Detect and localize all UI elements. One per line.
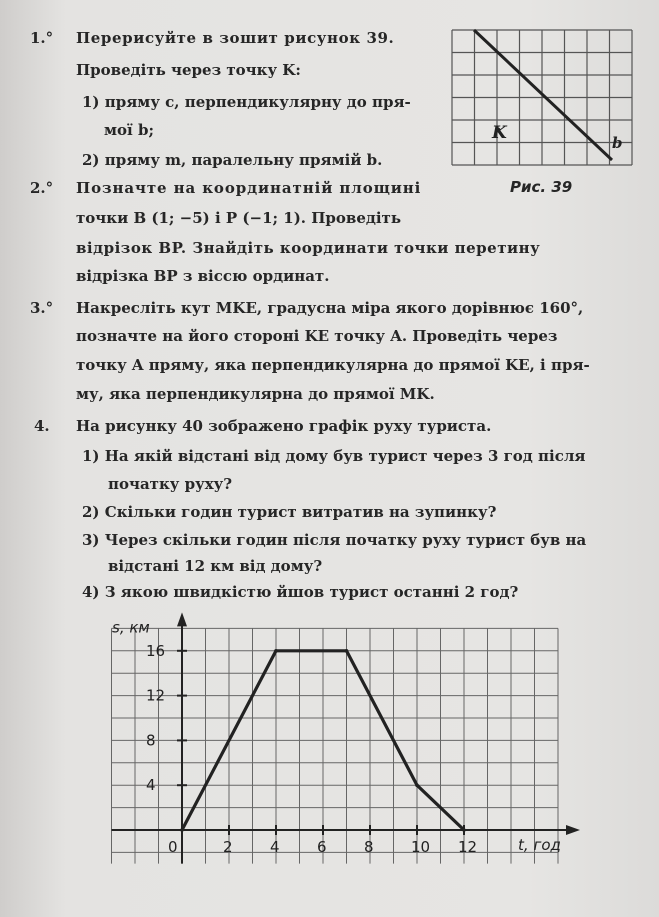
problem-1-line-5: 2) пряму m, паралельну прямій b.: [82, 151, 383, 169]
problem-4-line-6: відстані 12 км від дому?: [108, 557, 323, 575]
problem-4-number: 4.: [34, 417, 50, 435]
problem-2-line-3: відрізок BP. Знайдіть координати точки перетину: [76, 239, 541, 257]
x-tick-label: 12: [458, 838, 478, 856]
problem-3-line-2: позначте на його стороні KE точку A. Проведіть через: [76, 327, 558, 345]
problem-2-number: 2.°: [30, 179, 54, 197]
problem-4-line-4: 2) Скільки годин турист витратив на зупинку?: [82, 503, 497, 521]
problem-4-line-2: 1) На якій відстані від дому був турист через 3 год після: [82, 447, 586, 465]
problem-1-line-1: Перерисуйте в зошит рисунок 39.: [76, 29, 395, 47]
point-k-label: K: [492, 123, 507, 143]
data-point: [274, 649, 278, 653]
y-tick-label: 4: [146, 776, 156, 795]
x-tick-label: 2: [223, 838, 233, 856]
problem-3-line-1: Накресліть кут MKE, градусна міра якого дорівнює 160°,: [76, 299, 584, 317]
x-tick-label: 4: [270, 838, 280, 856]
x-axis-arrow: [566, 825, 580, 835]
figure-39-grid: [452, 30, 632, 165]
y-tick-label: 12: [146, 686, 166, 705]
problem-2-line-2: точки B (1; −5) і P (−1; 1). Проведіть: [76, 209, 402, 227]
data-point: [415, 783, 419, 787]
problem-4-line-7: 4) З якою швидкістю йшов турист останні 2 год?: [82, 583, 519, 601]
problem-2-line-1: Позначте на координатній площині: [76, 179, 422, 197]
data-point: [462, 828, 466, 832]
x-tick-label: 0: [168, 838, 178, 856]
y-axis-arrow: [177, 612, 187, 626]
data-point: [345, 649, 349, 653]
figure-40-chart: [110, 610, 590, 890]
x-tick-label: 8: [364, 838, 374, 856]
y-tick-label: 8: [146, 731, 156, 750]
x-tick-label: 6: [317, 838, 327, 856]
figure-39: [452, 30, 642, 170]
x-tick-label: 10: [411, 838, 431, 856]
line-b-label: b: [612, 134, 623, 152]
data-point: [180, 828, 184, 832]
problem-3-line-3: точку A пряму, яка перпендикулярна до прямої KE, і пря-: [76, 356, 590, 374]
problem-3-number: 3.°: [30, 299, 54, 317]
figure-39-caption: Рис. 39: [510, 178, 573, 196]
problem-1-number: 1.°: [30, 29, 54, 47]
problem-2-line-4: відрізка BP з віссю ординат.: [76, 267, 330, 285]
problem-1-line-4: мої b;: [104, 121, 154, 139]
problem-1-line-3: 1) пряму c, перпендикулярну до пря-: [82, 93, 411, 111]
x-axis-label: t, год: [518, 836, 561, 854]
y-tick-label: 16: [146, 641, 166, 660]
problem-4-line-5: 3) Через скільки годин після початку руху турист був на: [82, 531, 587, 549]
problem-1-line-2: Проведіть через точку K:: [76, 61, 301, 79]
problem-3-line-4: му, яка перпендикулярна до прямої MK.: [76, 385, 435, 403]
problem-4-line-3: початку руху?: [108, 475, 233, 493]
y-axis-label: s, км: [112, 618, 150, 637]
problem-4-line-1: На рисунку 40 зображено графік руху туриста.: [76, 417, 492, 435]
